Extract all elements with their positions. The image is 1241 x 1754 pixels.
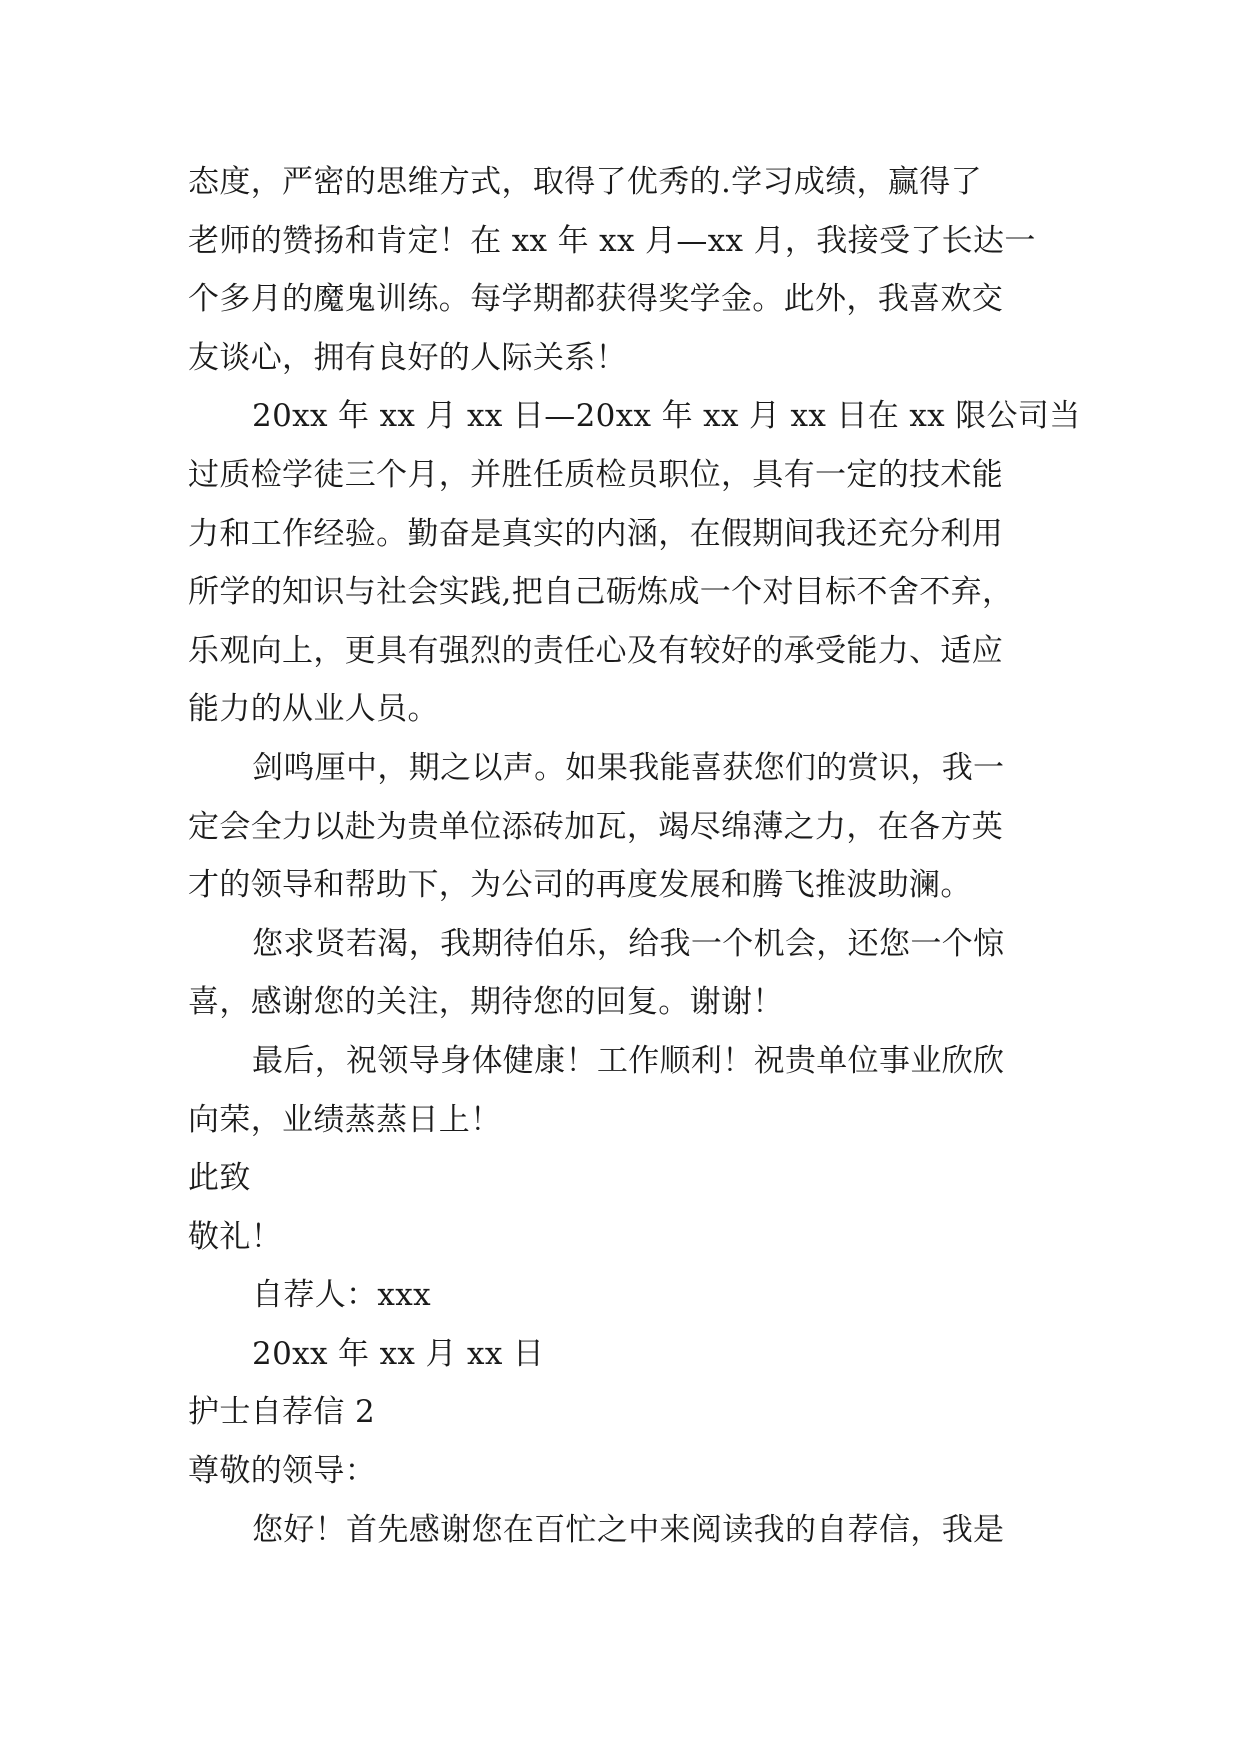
salutation-line: 敬礼！: [188, 1218, 283, 1255]
date-line: 20xx 年 xx 月 xx 日: [252, 1335, 545, 1372]
text-line: 向荣，业绩蒸蒸日上！: [188, 1101, 502, 1138]
text-line: 老师的赞扬和肯定！在 xx 年 xx 月—xx 月，我接受了长达一: [188, 222, 1036, 259]
text-line: 态度，严密的思维方式，取得了优秀的.学习成绩，赢得了: [188, 164, 982, 200]
paragraph-start-line: 您求贤若渴，我期待伯乐，给我一个机会，还您一个惊: [252, 925, 1005, 962]
letter-body: [188, 153, 1081, 1559]
paragraph-start-line: 剑鸣厘中，期之以声。如果我能喜获您们的赏识，我一: [252, 749, 1005, 786]
text-line: 乐观向上，更具有强烈的责任心及有较好的承受能力、适应: [188, 632, 1004, 669]
text-line: 过质检学徒三个月，并胜任质检员职位，具有一定的技术能: [188, 456, 1004, 493]
text-line: 能力的从业人员。: [188, 691, 439, 728]
greeting-line: 尊敬的领导：: [188, 1453, 377, 1490]
paragraph-start-line: 20xx 年 xx 月 xx 日—20xx 年 xx 月 xx 日在 xx 限公司当: [252, 398, 1081, 435]
section-title: 护士自荐信 2: [188, 1394, 376, 1431]
text-line: 友谈心，拥有良好的人际关系！: [188, 339, 627, 376]
text-line: 才的领导和帮助下，为公司的再度发展和腾飞推波助澜。: [188, 867, 972, 904]
signature-line: 自荐人：xxx: [252, 1277, 431, 1314]
text-line: 个多月的魔鬼训练。每学期都获得奖学金。此外，我喜欢交: [188, 281, 1004, 318]
text-line: 所学的知识与社会实践,把自己砺炼成一个对目标不舍不弃，: [188, 574, 1014, 611]
text-line: 定会全力以赴为贵单位添砖加瓦，竭尽绵薄之力，在各方英: [188, 808, 1004, 845]
text-line: 喜，感谢您的关注，期待您的回复。谢谢！: [188, 984, 784, 1021]
paragraph-start-line: 您好！首先感谢您在百忙之中来阅读我的自荐信，我是: [252, 1511, 1005, 1548]
text-line: 力和工作经验。勤奋是真实的内涵，在假期间我还充分利用: [188, 515, 1004, 552]
paragraph-start-line: 最后，祝领导身体健康！工作顺利！祝贵单位事业欣欣: [252, 1042, 1005, 1079]
closing-line: 此致: [188, 1160, 251, 1197]
